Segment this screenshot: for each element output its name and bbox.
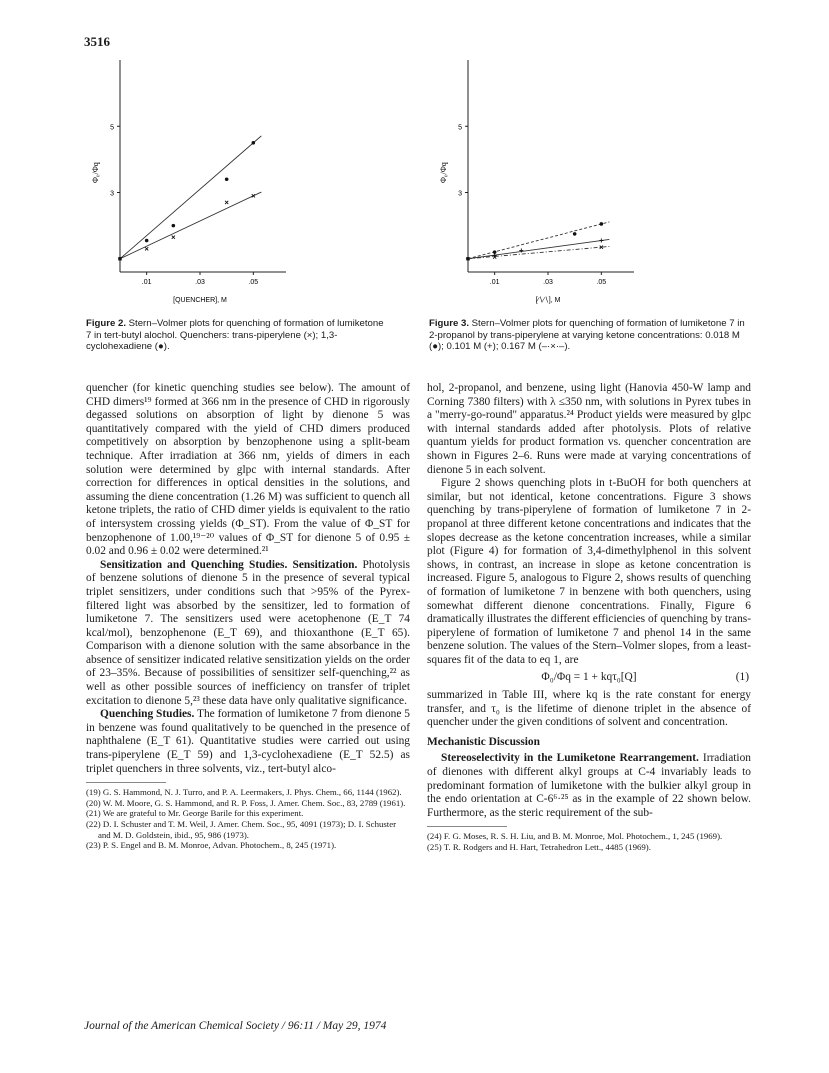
data-point-dot (172, 224, 176, 228)
data-point-cross (252, 194, 255, 197)
quenching-text: The formation of lumiketone 7 from dienone 5 in benzene was found qualitatively to be quenched in the presence of naphthalene (E_T 61). Quantitative studies were carried out using trans-piperylene (E_T 59) and 1,3-cyclohexadiene (E_T 52.5) as triplet quenchers in three solvents, viz., tert-butyl alco- (86, 708, 410, 775)
figure-2-caption (86, 318, 386, 353)
equation-text: Φ₀/Φq = 1 + kqτ₀[Q] (541, 671, 637, 684)
x-tick-label: .05 (248, 279, 259, 286)
footnote-23: (23) P. S. Engel and B. M. Monroe, Advan. Photochem., 8, 245 (1971). (86, 840, 337, 851)
equation-1 (427, 671, 751, 685)
data-point-cross (145, 247, 148, 250)
figure-2-chart (84, 52, 324, 312)
quenching-heading: Quenching Studies. (100, 708, 195, 721)
sensitization-text: Photolysis of benzene solutions of dienone 5 in the presence of several typical triplet sensitizers, under conditions such that >95% of the Pyrex-filtered light was absorbed by the sensitizer, led to formation of lumiketone 7. The sensitizers used were acetophenone (E_T 74 kcal/mol), benzophenone (E_T 69), and thioxanthone (E_T 65). Comparison with a dienone solution with the same absorbance in the absence of sensitizer indicated relative sensitization yields on the order of 23–35%. Because of possibilities of sensitizer self-quenching,²² as well as other possible sources of inefficiency on transfer of triplet excitation to dienone 5,²³ these data have only qualitative significance. (86, 558, 410, 707)
figure-3-chart (432, 52, 672, 312)
right-column (427, 382, 751, 853)
right-paragraph-3: summarized in Table III, where kq is the rate constant for energy transfer, and τ₀ is the lifetime of dienone triplet in the absence of quencher under the given conditions of solvent and concentration. (427, 689, 751, 729)
x-axis-label: [∕∖∕∖], M (535, 297, 561, 304)
x-tick-label: .05 (596, 279, 607, 286)
footnote-divider-right (427, 826, 507, 827)
data-point-dot (600, 222, 604, 226)
right-footnotes (427, 831, 751, 852)
data-point-cross (172, 236, 175, 239)
footnote-22: (22) D. I. Schuster and T. M. Weil, J. Amer. Chem. Soc., 95, 4091 (1973); D. I. Schuster and M. D. Goldstein, ibid., 95, 986 (1973). (86, 819, 397, 840)
y-tick-label: 3 (110, 190, 114, 198)
footnote-19: (19) G. S. Hammond, N. J. Turro, and P. A. Leermakers, J. Phys. Chem., 66, 1144 (1962). (86, 787, 402, 798)
y-tick-label: 3 (458, 190, 462, 198)
footnote-24: (24) F. G. Moses, R. S. H. Liu, and B. M. Monroe, Mol. Photochem., 1, 245 (1969). (427, 831, 723, 842)
x-tick-label: .03 (543, 279, 553, 286)
data-point-dot (252, 141, 256, 145)
stereoselectivity-text: Irradiation of dienones with different alkyl groups at C-4 invariably leads to predominant formation of lumiketone with the bulkier alkyl group in the endo orientation at C-6⁶·²⁵ as in the example of 22 shown below. Furthermore, as the steric requirement of the sub- (427, 752, 751, 819)
equation-number: (1) (735, 671, 749, 684)
series-line (468, 239, 609, 258)
footnote-21: (21) We are grateful to Mr. George Barile for this experiment. (86, 808, 304, 819)
journal-footer: Journal of the American Chemical Society / 96:11 / May 29, 1974 (84, 1020, 387, 1032)
x-tick-label: .03 (195, 279, 205, 286)
section-title: Mechanistic Discussion (427, 735, 540, 748)
series-line (468, 246, 609, 258)
x-axis-label: [QUENCHER], M (173, 297, 227, 304)
data-point-dot (225, 177, 229, 181)
data-point-dot (145, 239, 149, 243)
left-paragraph-2 (86, 559, 410, 709)
y-axis-label: Φ₀/Φq (439, 162, 448, 183)
left-column (86, 382, 410, 851)
right-paragraph-1: hol, 2-propanol, and benzene, using light (Hanovia 450-W lamp and Corning 7380 filters) with λ ≤350 nm, with solutions in Pyrex tubes in a "merry-go-round" apparatus.²⁴ Product yields were measured by glpc with internal standards added after photolysis. Plots of relative quantum yields for product formation vs. quencher concentration are shown in Figures 2–6. Runs were made at varying concentrations of dienone 5 in each solvent. (427, 382, 751, 476)
right-paragraph-4 (427, 752, 751, 820)
y-axis-label: Φ₀/Φq (91, 162, 100, 183)
footnote-20: (20) W. M. Moore, G. S. Hammond, and R. P. Foss, J. Amer. Chem. Soc., 83, 2789 (1961). (86, 797, 406, 808)
sensitization-heading: Sensitization and Quenching Studies. Sensitization. (100, 558, 358, 571)
data-point-plus (599, 239, 603, 243)
figure-3-caption-label: Figure 3. (429, 318, 469, 329)
stereoselectivity-heading: Stereoselectivity in the Lumiketone Rearrangement. (441, 752, 699, 765)
x-tick-label: .01 (489, 279, 500, 286)
footnote-25: (25) T. R. Rodgers and H. Hart, Tetrahedron Lett., 4485 (1969). (427, 842, 651, 852)
data-point-dot (573, 232, 577, 236)
x-tick-label: .01 (141, 279, 152, 286)
y-tick-label: 5 (110, 124, 114, 132)
series-line (468, 222, 609, 259)
left-paragraph-1: quencher (for kinetic quenching studies see below). The amount of CHD dimers¹⁹ formed at 366 nm in the presence of CHD in rigorously degassed solutions on absorption of light by dienone 5 was quantitatively compared with the yield of CHD dimers produced competitively on absorption by benzophenone using a split-beam technique. After irradiation at 366 nm, yields of dimers in each solution were determined by glpc with internal standards. After correction for differences in optical densities in the solutions, and assuming the diene concentration (1.26 M) was sufficient to quench all ketone triplets, the ratio of CHD dimer yields is equivalent to the ratio of intersystem crossing yields (Φ_ST). From the value of Φ_ST for benzophenone of 1.00,¹⁹⁻²⁰ values of Φ_ST for dienone 5 of 0.95 ± 0.02 and 0.96 ± 0.02 were determined.²¹ (86, 382, 410, 558)
footnote-divider (86, 782, 166, 783)
data-point-dot (493, 250, 497, 254)
series-line (120, 192, 261, 259)
figure-3-caption-text: Stern–Volmer plots for quenching of formation of lumiketone 7 in 2-propanol by trans-piperylene at varying ketone concentrations: 0.018 M (●); 0.101 M (+); 0.167 M (–·×·–). (429, 318, 745, 352)
y-tick-label: 5 (458, 124, 462, 132)
series-line (120, 136, 261, 259)
figure-2-caption-label: Figure 2. (86, 318, 126, 329)
figure-3-caption (429, 318, 751, 353)
data-point-cross (225, 201, 228, 204)
left-footnotes (86, 787, 410, 851)
figure-2-caption-text: Stern–Volmer plots for quenching of formation of lumiketone 7 in tert-butyl alochol. Quenchers: trans-piperylene (×); 1,3-cyclohexadiene (●). (86, 318, 384, 352)
page-number: 3516 (84, 34, 110, 49)
right-paragraph-2: Figure 2 shows quenching plots in t-BuOH for both quenchers at similar, but not identical, ketone concentrations. Figure 3 shows quenching by trans-piperylene of formation of lumiketone 7 in 2-propanol at three different ketone concentrations and indicates that the slopes decrease as the ketone concentration increases, while a similar plot (Figure 4) for formation of 3,4-dimethylphenol in this solvent shows, in contrast, an increase in slope as ketone concentration is increased. Figure 5, analogous to Figure 2, shows results of quenching of formation of lumiketone 7 in benzene with both quenchers, using somewhat different dienone concentrations. Finally, Figure 6 dramatically illustrates the different efficiencies of quenching by trans-piperylene of formation of lumiketone 7 and phenol 14 in the same benzene solution. The values of the Stern–Volmer slopes, from a least-squares fit of the data to eq 1, are (427, 477, 751, 666)
left-paragraph-3 (86, 708, 410, 776)
